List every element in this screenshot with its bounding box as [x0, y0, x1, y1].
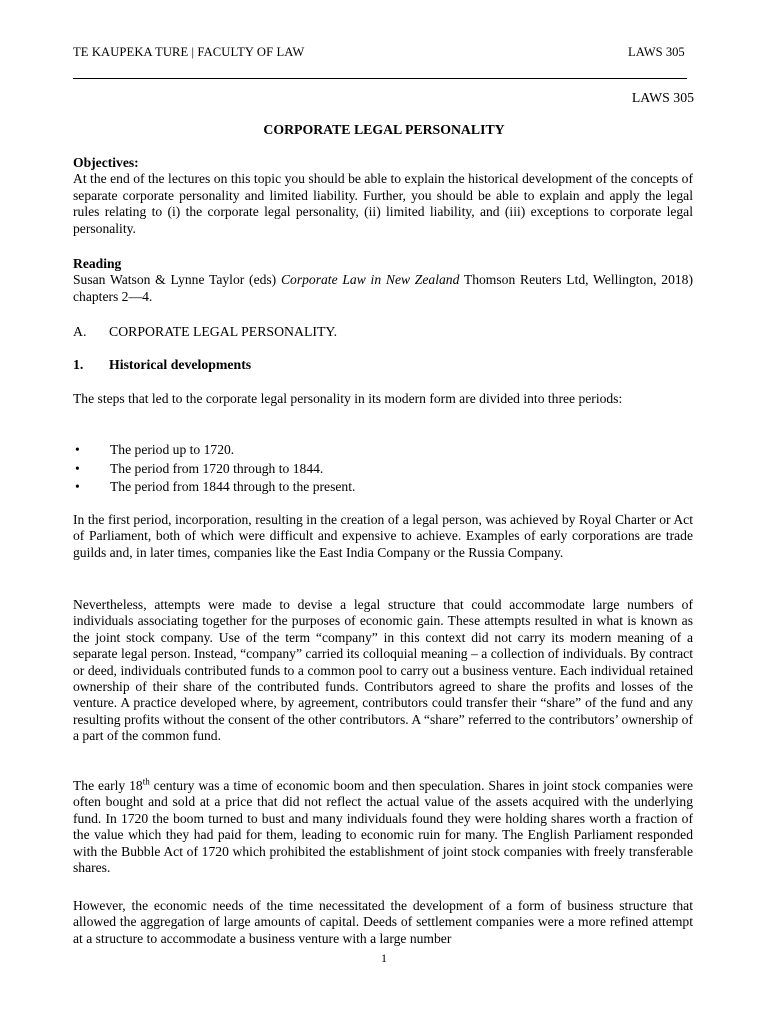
section-1-heading — [73, 357, 251, 373]
objectives-text: At the end of the lectures on this topic you should be able to explain the historical development of the concepts of separate corporate personality and limited liability. Further, you should be able to explain and apply the legal rules relating to (i) the corporate legal personality, (ii) limited liability, and (iii) exceptions to corporate legal personality. — [73, 171, 693, 236]
course-code: LAWS 305 — [631, 90, 694, 105]
section-1-title: Historical developments — [109, 357, 252, 372]
section-a-heading — [73, 324, 337, 340]
list-item: • The period from 1844 through to the present. — [75, 479, 356, 495]
reading-authors: Susan Watson & Lynne Taylor (eds) — [73, 272, 281, 288]
running-header-right: LAWS 305 — [628, 45, 685, 59]
page-number: 1 — [381, 951, 387, 965]
document-title: CORPORATE LEGAL PERSONALITY — [263, 122, 505, 137]
reading-book-title: Corporate Law in New Zealand — [280, 272, 460, 288]
section-1-number: 1. — [73, 357, 84, 372]
bullet-icon: • — [75, 442, 80, 457]
periods-list — [73, 442, 693, 498]
bullet-icon: • — [75, 460, 80, 476]
reading-citation — [73, 272, 693, 305]
reading-publisher: Thomson Reuters Ltd, Wellington, 2018) chapters 2—4. — [73, 272, 693, 304]
list-item: • The period up to 1720. — [75, 442, 235, 457]
paragraph-joint-stock: Nevertheless, attempts were made to devise a legal structure that could accommodate large numbers of individuals associating together for the purposes of economic gain. These attempts resulted in what is known as the joint stock company. Use of the term “company” in this context did not carry its modern meaning of a separate legal person. Instead, “company” carried its colloquial meaning – a collection of individuals. By contract or deed, individuals contributed funds to a common pool to carry out a business venture. Each individual retained ownership of their share of the contributed funds. Contributors agreed to share the profits and losses of the venture. A practice developed where, by agreement, contributors could transfer their “share” of the fund and any resulting profits without the consent of the other contributors. A “share” referred to the contributors’ ownership of a part of the common fund. — [73, 597, 693, 744]
paragraph-first-period: In the first period, incorporation, resulting in the creation of a legal person, was achieved by Royal Charter or Act of Parliament, both of which were difficult and expensive to achieve. Examples of early corporations are trade guilds and, in later times, companies like the East India Company or the Russia Company. — [73, 512, 693, 560]
intro-paragraph: The steps that led to the corporate legal personality in its modern form are divided into three periods: — [73, 391, 623, 406]
section-a-title: CORPORATE LEGAL PERSONALITY. — [109, 324, 338, 339]
list-item: • The period from 1720 through to 1844. — [75, 460, 324, 476]
objectives-heading: Objectives: — [73, 155, 139, 170]
bullet-icon: • — [75, 479, 80, 495]
section-a-letter: A. — [73, 324, 87, 339]
objectives-section — [73, 155, 693, 237]
reading-section — [73, 256, 693, 305]
reading-heading: Reading — [73, 256, 122, 271]
header-divider — [73, 78, 687, 79]
paragraph-deeds-of-settlement: However, the economic needs of the time necessitated the development of a form of business structure that allowed the aggregation of large amounts of capital. Deeds of settlement companies were a more refined attempt at a structure to accommodate a business venture with a large number — [73, 898, 693, 946]
paragraph-bubble-act: The early 18th century was a time of economic boom and then speculation. Shares in joint stock companies were often bought and sold at a price that did not reflect the actual value of the assets acquired with the underlying fund. In 1720 the boom turned to bust and many individuals found they were holding shares worth a fraction of the value which they had paid for them, leading to economic ruin for many. The English Parliament responded with the Bubble Act of 1720 which prohibited the establishment of joint stock companies with freely transferable shares. — [73, 776, 693, 876]
running-header-left: TE KAUPEKA TURE | FACULTY OF LAW — [73, 45, 305, 59]
